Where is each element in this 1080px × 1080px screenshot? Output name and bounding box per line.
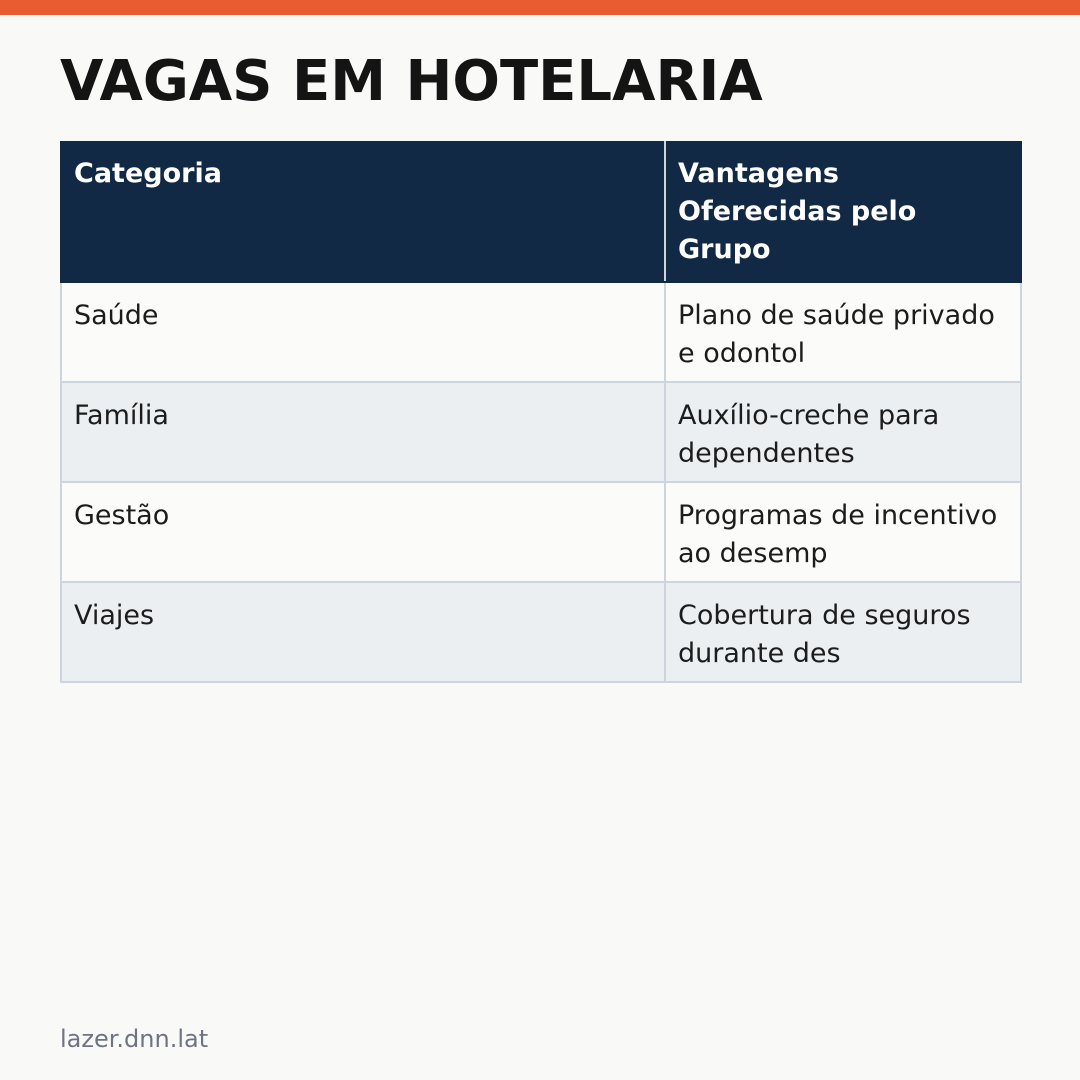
table-row xyxy=(61,282,1021,382)
table-row xyxy=(61,382,1021,482)
category-cell: Saúde xyxy=(61,282,665,382)
benefit-cell: Cobertura de seguros durante des xyxy=(665,582,1021,682)
table-row xyxy=(61,582,1021,682)
benefit-cell: Programas de incentivo ao desemp xyxy=(665,482,1021,582)
page-title: VAGAS EM HOTELARIA xyxy=(60,49,763,114)
table-row xyxy=(61,482,1021,582)
benefit-cell: Plano de saúde privado e odontol xyxy=(665,282,1021,382)
category-cell: Viajes xyxy=(61,582,665,682)
category-cell: Gestão xyxy=(61,482,665,582)
benefit-cell: Auxílio-creche para dependentes xyxy=(665,382,1021,482)
top-accent-bar xyxy=(0,0,1080,15)
column-header-category: Categoria xyxy=(61,142,665,282)
table-header-row xyxy=(61,142,1021,282)
footer-domain: lazer.dnn.lat xyxy=(60,1025,209,1053)
benefits-table xyxy=(60,141,1022,683)
column-header-benefits: Vantagens Oferecidas pelo Grupo xyxy=(665,142,1021,282)
category-cell: Família xyxy=(61,382,665,482)
